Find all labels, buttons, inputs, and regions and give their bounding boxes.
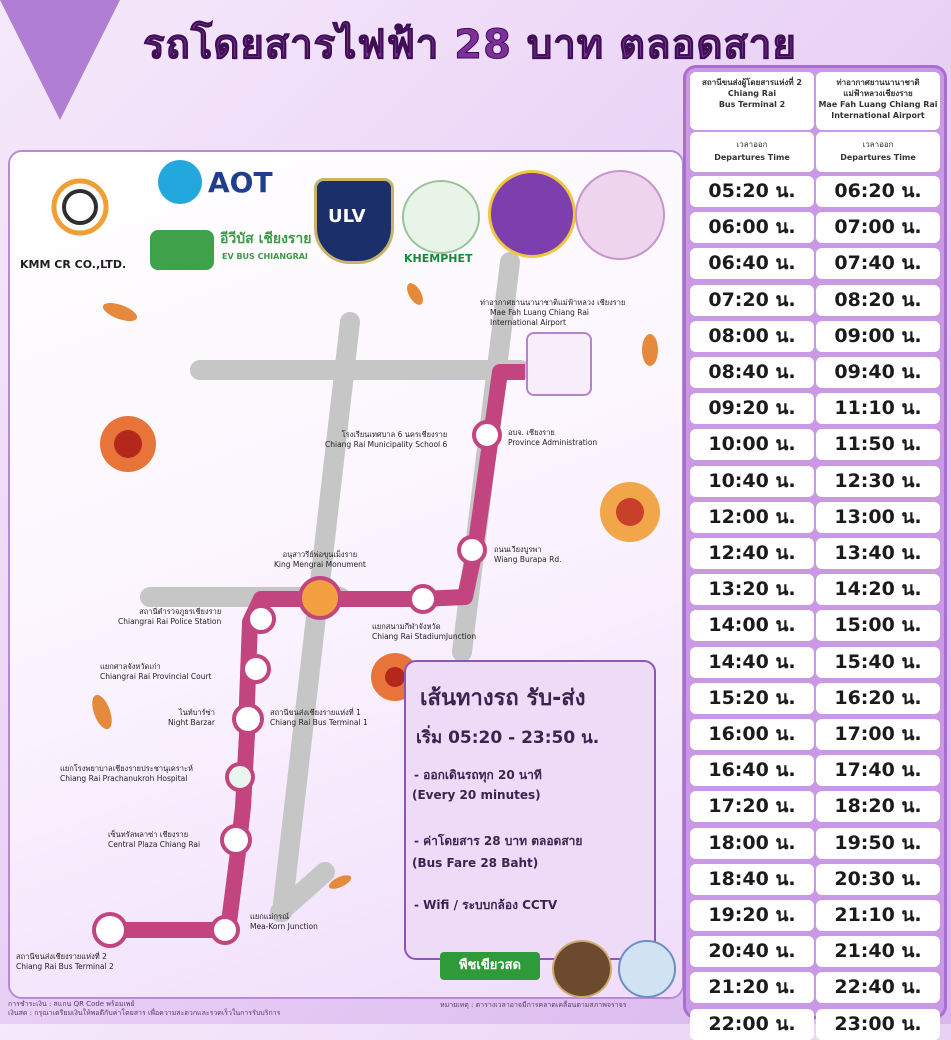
departure-time-col1: 12:00 น. [690, 502, 814, 533]
col1-station-th: สถานีขนส่งผู้โดยสารแห่งที่ 2 [702, 78, 802, 87]
stop-name-en: King Mengrai Monument [274, 560, 366, 569]
khemphet-logo [402, 180, 480, 254]
bus-terminal-2-icon [92, 912, 128, 948]
departure-time-col2: 22:40 น. [816, 972, 940, 1003]
schedule-col1-subheader [690, 132, 814, 172]
ev-bus-label-en: EV BUS CHIANGRAI [222, 252, 308, 261]
city-seal [575, 170, 665, 260]
col2-station-en2: International Airport [831, 111, 925, 120]
bus-terminal-1-icon [232, 703, 264, 735]
info-frequency-th: - ออกเดินรถทุก 20 นาที [414, 768, 542, 782]
departure-time-col1: 15:20 น. [690, 683, 814, 714]
stop-name-en: Chiang Rai StadiumJunction [372, 632, 477, 641]
departure-time-col2: 14:20 น. [816, 574, 940, 605]
departure-time-col2: 13:40 น. [816, 538, 940, 569]
stop-marker [457, 535, 487, 565]
departure-time-col1: 16:40 น. [690, 755, 814, 786]
schedule-col2-subheader [816, 132, 940, 172]
stop-name-en: Mae Fah Luang Chiang Rai [490, 308, 590, 317]
departure-time-col2: 17:40 น. [816, 755, 940, 786]
stop-name-en: Night Barzar [168, 718, 215, 727]
stop-name-th: ไนท์บาร์ซ่า [178, 708, 215, 717]
sponsor-logo-design [618, 940, 676, 998]
departure-time-col2: 19:50 น. [816, 828, 940, 859]
info-frequency-en: (Every 20 minutes) [412, 788, 541, 802]
departure-time-col2: 06:20 น. [816, 176, 940, 207]
departure-time-col2: 09:00 น. [816, 321, 940, 352]
sponsor-logo-green: พืชเขียวสด [440, 952, 540, 980]
stop-name-th: ท่าอากาศยานนานาชาติแม่ฟ้าหลวง เชียงราย [480, 298, 626, 307]
stop-marker [408, 584, 438, 614]
departure-time-col1: 14:40 น. [690, 647, 814, 678]
departure-time-col2: 15:40 น. [816, 647, 940, 678]
stop-marker [210, 915, 240, 945]
departure-time-col1: 10:40 น. [690, 466, 814, 497]
stop-label-stadium [372, 622, 476, 642]
departure-time-col1: 17:20 น. [690, 791, 814, 822]
stop-marker [241, 654, 271, 684]
stop-label-airport [480, 298, 625, 328]
info-heading: เส้นทางรถ รับ-ส่ง [420, 686, 586, 711]
khemphet-label: KHEMPHET [404, 252, 473, 265]
departure-time-col1: 06:40 น. [690, 248, 814, 279]
departure-time-col1: 20:40 น. [690, 936, 814, 967]
col1-station-en1: Chiang Rai [727, 89, 777, 98]
stop-label-mea-korn [250, 912, 318, 932]
stop-name-en: Mea-Korn Junction [250, 922, 318, 931]
airport-icon [526, 332, 592, 396]
departure-time-col2: 11:10 น. [816, 393, 940, 424]
stop-label-central-plaza [108, 830, 200, 850]
departure-time-col1: 06:00 น. [690, 212, 814, 243]
remark-note: หมายเหตุ : ตารางเวลาอาจมีการคลาดเคลื่อนตามสภาพจราจร [440, 1001, 627, 1009]
stop-marker [246, 604, 276, 634]
payment-note [8, 1000, 280, 1018]
col1-departures-th: เวลาออก [736, 140, 768, 149]
stop-name-th: ถนนเวียงบูรพา [494, 545, 542, 554]
stop-name-en: Chiang Rai Bus Terminal 1 [270, 718, 368, 727]
stop-label-police [118, 607, 221, 627]
col2-station-th2: แม่ฟ้าหลวงเชียงราย [843, 89, 913, 98]
departure-time-col2: 07:40 น. [816, 248, 940, 279]
departure-time-col1: 10:00 น. [690, 429, 814, 460]
stop-label-wiang-burapa [494, 545, 562, 565]
kmm-logo [40, 167, 120, 247]
elephant-emblem [488, 170, 576, 258]
stop-label-hospital [60, 764, 193, 784]
monument-icon [298, 576, 342, 620]
departure-time-col2: 08:20 น. [816, 285, 940, 316]
departure-time-col1: 05:20 น. [690, 176, 814, 207]
stop-label-night-bazaar [168, 708, 215, 728]
info-service-hours: เริ่ม 05:20 - 23:50 น. [416, 728, 600, 748]
stop-label-terminal1 [270, 708, 368, 728]
stop-name-en: Chiang Rai Municipality School 6 [325, 440, 448, 449]
stop-name-en: Province Administration [508, 438, 598, 447]
departure-schedule [686, 68, 944, 1035]
departure-time-col2: 12:30 น. [816, 466, 940, 497]
schedule-col1-header [690, 72, 814, 130]
departure-time-col2: 21:10 น. [816, 900, 940, 931]
stop-label-school6 [325, 430, 447, 450]
stop-label-province-admin [508, 428, 597, 448]
info-fare-en: (Bus Fare 28 Baht) [412, 856, 539, 870]
stop-label-court [100, 662, 212, 682]
payment-cash-note: เงินสด : กรุณาเตรียมเงินให้พอดีกับค่าโดยสาร เพื่อความสะดวกและรวดเร็วในการรับบริการ [8, 1009, 281, 1017]
flower-decoration [100, 416, 660, 701]
stop-name-th: สถานีขนส่งเชียงรายแห่งที่ 1 [270, 708, 361, 717]
departure-time-col2: 17:00 น. [816, 719, 940, 750]
aot-label: AOT [208, 166, 273, 199]
aot-logo [158, 160, 202, 204]
stop-name-en: Wiang Burapa Rd. [494, 555, 562, 564]
departure-time-col2: 07:00 น. [816, 212, 940, 243]
schedule-col2-header [816, 72, 940, 130]
stop-name-en: Central Plaza Chiang Rai [108, 840, 201, 849]
stop-name-en: Chiangrai Rai Provincial Court [100, 672, 212, 681]
stop-name-th: สถานีตำรวจภูธรเชียงราย [139, 607, 222, 616]
departure-time-col2: 23:00 น. [816, 1009, 940, 1040]
departure-time-col1: 18:40 น. [690, 864, 814, 895]
departure-time-col2: 11:50 น. [816, 429, 940, 460]
departure-time-col1: 18:00 น. [690, 828, 814, 859]
stop-name-th: เซ็นทรัลพลาซ่า เชียงราย [108, 830, 189, 839]
route-info-box [404, 660, 656, 960]
stop-name-th: แยกโรงพยาบาลเชียงรายประชานุเคราะห์ [60, 764, 193, 773]
sponsor-logo-restaurant [552, 940, 612, 998]
kmm-label: KMM CR CO.,LTD. [20, 258, 127, 271]
col1-departures-en: Departures Time [714, 153, 790, 162]
departure-time-col1: 12:40 น. [690, 538, 814, 569]
central-plaza-icon [220, 824, 252, 856]
stop-marker [472, 420, 502, 450]
departure-time-col1: 07:20 น. [690, 285, 814, 316]
departure-time-col2: 16:20 น. [816, 683, 940, 714]
departure-time-col1: 09:20 น. [690, 393, 814, 424]
stop-name-en2: International Airport [490, 318, 566, 327]
departure-time-col1: 19:20 น. [690, 900, 814, 931]
col2-station-en1: Mae Fah Luang Chiang Rai [818, 100, 938, 109]
col1-station-en2: Bus Terminal 2 [718, 100, 786, 109]
stop-name-th: อบจ. เชียงราย [508, 428, 555, 437]
stop-name-th: แยกสนามกีฬาจังหวัด [372, 622, 441, 631]
departure-time-col2: 13:00 น. [816, 502, 940, 533]
col2-station-th1: ท่าอากาศยานนานาชาติ [836, 78, 920, 87]
departure-time-col1: 14:00 น. [690, 610, 814, 641]
departure-time-col2: 21:40 น. [816, 936, 940, 967]
stop-name-th: โรงเรียนเทศบาล 6 นครเชียงราย [341, 430, 448, 439]
departure-time-col1: 08:40 น. [690, 357, 814, 388]
departure-time-col1: 22:00 น. [690, 1009, 814, 1040]
departure-time-col2: 20:30 น. [816, 864, 940, 895]
hospital-icon [225, 762, 255, 792]
col2-departures-th: เวลาออก [862, 140, 894, 149]
ev-bus-icon [150, 230, 214, 270]
info-wifi-cctv: - Wifi / ระบบกล้อง CCTV [414, 898, 558, 912]
departure-time-col1: 21:20 น. [690, 972, 814, 1003]
ulv-label: ULV [328, 206, 366, 227]
page-title: รถโดยสารไฟฟ้า 28 บาท ตลอดสาย [143, 22, 797, 68]
stop-name-en: Chiang Rai Prachanukroh Hospital [60, 774, 188, 783]
stop-name-th: อนุสาวรีย์พ่อขุนเม็งราย [282, 550, 358, 559]
departure-time-col1: 08:00 น. [690, 321, 814, 352]
stop-name-th: แยกศาลจังหวัดเก่า [100, 662, 161, 671]
departure-time-col1: 16:00 น. [690, 719, 814, 750]
stop-name-th: แยกแม่กรณ์ [250, 912, 290, 921]
departure-time-col1: 13:20 น. [690, 574, 814, 605]
col2-departures-en: Departures Time [840, 153, 916, 162]
stop-label-monument [274, 550, 366, 570]
stop-name-th: สถานีขนส่งเชียงรายแห่งที่ 2 [16, 952, 107, 961]
payment-qr-note: การชำระเงิน : สแกน QR Code พร้อมเพย์ [8, 1000, 135, 1008]
stop-name-en: Chiang Rai Bus Terminal 2 [16, 962, 114, 971]
ev-bus-label-th: อีวีบัส เชียงราย [220, 231, 312, 247]
departure-time-col2: 18:20 น. [816, 791, 940, 822]
stop-label-terminal2 [16, 952, 114, 972]
departure-time-col2: 15:00 น. [816, 610, 940, 641]
stop-name-en: Chiangrai Rai Police Station [118, 617, 222, 626]
departure-time-col2: 09:40 น. [816, 357, 940, 388]
info-fare-th: - ค่าโดยสาร 28 บาท ตลอดสาย [414, 834, 583, 848]
